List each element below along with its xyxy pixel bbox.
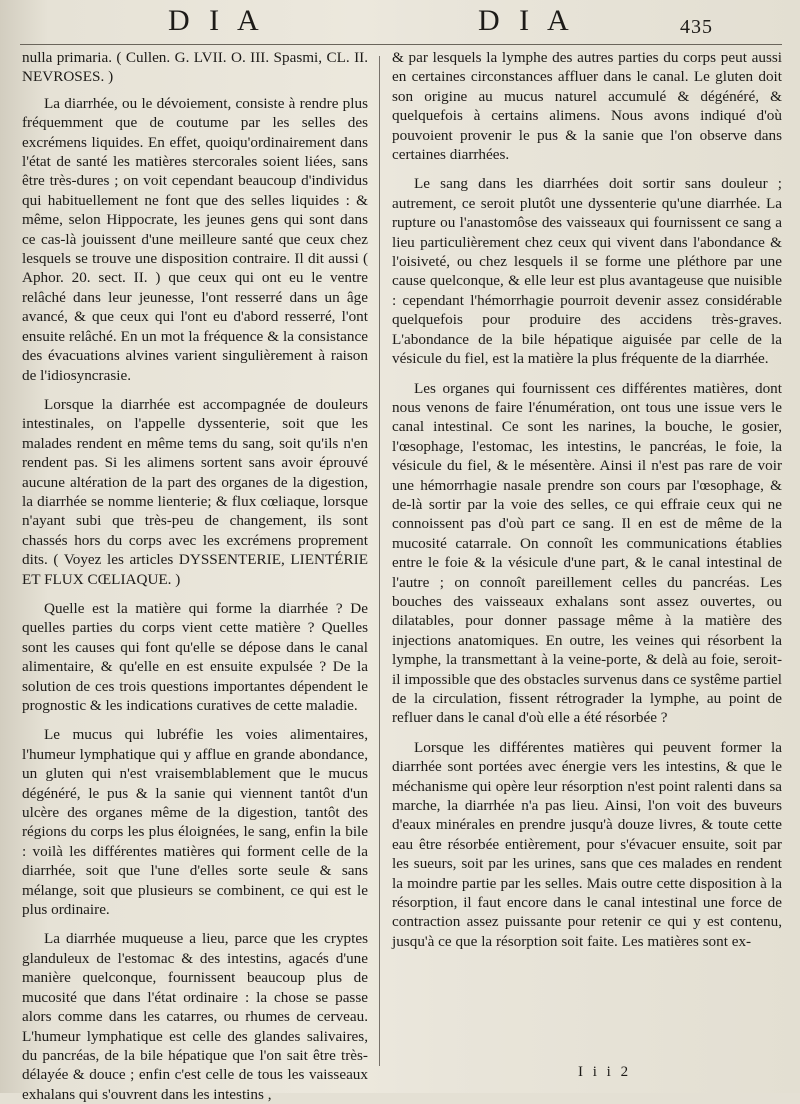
signature-mark: I i i 2 <box>578 1064 632 1080</box>
running-head-left: D I A <box>168 4 265 37</box>
page-number: 435 <box>680 16 713 38</box>
right-column <box>392 48 782 1088</box>
paragraph: Lorsque les différentes matières qui peuvent former la diarrhée sont portées avec énergie vers les intestins, & que le méchanisme qui opère leur résorption n'est point ralenti dans sa marche, la diarrhée n'a pas lieu. Ainsi, l'on voit des buveurs d'eaux minérales en prendre jusqu'à douze livres, & toute cette eau être résorbée entièrement, pour s'évacuer ensuite, soit par les sueurs, soit par les urines, sans que ces malades en rendent la moindre partie par les selles. Mais outre cette disposition à la résorption, il faut encore dans le canal intestinal une force de contraction assez puissante pour retenir ce qui y est contenu, jusqu'à ce que la résorption soit faite. Les matières sont ex- <box>392 738 782 950</box>
left-column <box>22 48 368 1103</box>
paragraph: Les organes qui fournissent ces différentes matières, dont nous venons de faire l'énumération, ont tous une issue vers le canal intestinal. Ce sont les narines, la bouche, le gosier, l'œsophage, l'estomac, les intestins, le pancréas, le foie, la vésicule du fiel, & le mésentère. Ainsi il n'est pas rare de voir une hémorrhagie nasale prendre son cours par l'œsophage, & de-là sortir par la voie des selles, ce qui effraie ceux qui ne connoissent pas d'où part ce sang. Il en est de même de la mucosité catarrale. On connoît les communications établies entre le foie & la vésicule d'une part, & le canal intestinal de l'autre ; on connoît pareillement celles du pancréas. Les bouches des vaisseaux exhalans sont assez ouvertes, ou dilatables, pour donner passage même à la matière des injections anatomiques. En outre, les veines qui résorbent la lymphe, la transmettant à la veine-porte, & delà au foie, seroit-il impossible que des obstacles survenus dans ce systême partiel de la circulation, fissent rétrograder la lymphe, au point de refluer dans le canal d'où elle a été résorbée ? <box>392 379 782 727</box>
column-divider <box>379 56 380 1066</box>
paragraph: La diarrhée muqueuse a lieu, parce que les cryptes glanduleux de l'estomac & des intestins, agacés d'une manière quelconque, fournissent beaucoup plus de mucosité que dans l'état ordinaire : la chose se passe alors comme dans les catarres, ou rhumes de cerveau. L'humeur lymphatique est celle des glandes salivaires, du pancréas, de la bile hépatique que l'on sait être très-délayée & douce ; enfin c'est celle de tous les vaisseaux exhalans qui s'ouvrent dans les intestins , <box>22 930 368 1103</box>
header-rule <box>20 44 782 45</box>
running-head-right: D I A <box>478 4 575 37</box>
paragraph: nulla primaria. ( Cullen. G. LVII. O. III. Spasmi, CL. II. NEVROSES. ) <box>22 49 368 86</box>
paragraph: Le sang dans les diarrhées doit sortir sans douleur ; autrement, ce seroit plutôt une dyssenterie qu'une diarrhée. La rupture ou l'anastomôse des vaisseaux qui fournissent ce sang a lieu particulièrement chez ceux qui vivent dans l'abondance & l'oisiveté, ou chez lesquels il se forme une pléthore par une cause quelconque, & elle leur est plus avantageuse que nuisible : cependant l'hémorrhagie pourroit devenir assez considérable quelquefois pour produire des accidens très-graves. L'abondance de la bile hépatique aiguisée par celle de la vésicule du fiel, est la matière la plus fréquente de la diarrhée. <box>392 175 782 368</box>
paragraph: Quelle est la matière qui forme la diarrhée ? De quelles parties du corps vient cette matière ? Quelles sont les causes qui font qu'elle se dépose dans le canal alimentaire, & qu'elle en est ensuite expulsée ? De la solution de ces trois questions importantes dépendent le prognostic & les indications curatives de cette maladie. <box>22 599 368 714</box>
paragraph: Lorsque la diarrhée est accompagnée de douleurs intestinales, on l'appelle dyssenterie, soit que les malades rendent en même tems du sang, soit qu'ils n'en rendent pas. Si les alimens sortent sans avoir éprouvé aucune altération de la part des organes de la digestion, la diarrhée se nomme lienterie; & flux cœliaque, lorsque n'ayant subi que très-peu de changement, ils sont chassés hors du corps avec les excrémens proprement dits. ( Voyez les articles DYSSENTERIE, LIENTÉRIE ET FLUX CŒLIAQUE. ) <box>22 395 368 588</box>
paragraph: & par lesquels la lymphe des autres parties du corps peut aussi en certaines circonstances affluer dans le canal. Le gluten doit son origine au mucus naturel accumulé & dégénéré, & quelquefois à certains alimens. Nous avons indiqué d'où pouvoient provenir le pus & la sanie que l'on observe dans certaines diarrhées. <box>392 49 782 164</box>
paragraph: La diarrhée, ou le dévoiement, consiste à rendre plus fréquemment que de coutume par les selles des excrémens liquides. En effet, quoiqu'ordinairement dans l'état de santé les matières stercorales soient liées, sans être très-dures ; on voit cependant beaucoup d'individus qui habituellement ne font que des selles liquides : & même, selon Hippocrate, les jeunes gens qui sont dans ce cas-là jouissent d'une meilleure santé que ceux chez lesquels se trouve une disposition contraire. Il dit aussi ( Aphor. 20. sect. II. ) que ceux qui ont eu le ventre relâché dans leur jeunesse, l'ont resserré dans un âge avancé, & que ceux qui l'ont eu d'abord resserré, l'ont ensuite relâché. En un mot la fréquence & la consistance des évacuations alvines varient singulièrement à raison de l'idiosyncrasie. <box>22 94 368 384</box>
paragraph: Le mucus qui lubréfie les voies alimentaires, l'humeur lymphatique qui y afflue en grande abondance, un gluten qui n'est vraisemblablement que le mucus dégénéré, le pus & la sanie qui viennent tantôt d'un ulcère des organes même de la digestion, tantôt des régions du corps les plus éloignées, le sang, enfin la bile : voilà les différentes matières qui forment celle de la diarrhée, soit que l'une d'elles sorte seule & sans mélange, soit que plusieurs se combinent, ce qui est le plus ordinaire. <box>22 726 368 919</box>
